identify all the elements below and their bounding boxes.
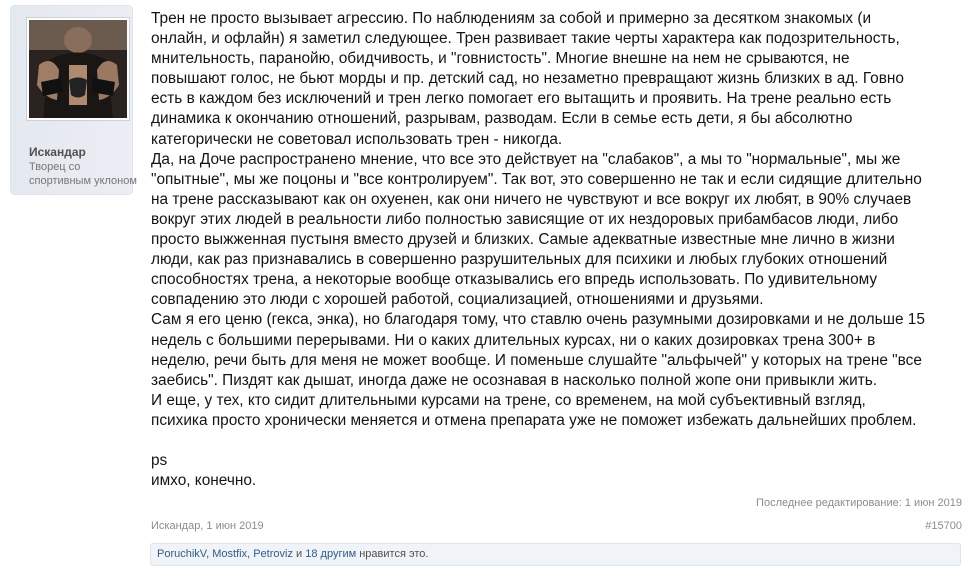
username[interactable]: Искандар bbox=[29, 145, 86, 159]
message-line: мнительность, паранойю, обидчивость, и "говнистость". Многие внешне на нем не срываются, не bbox=[151, 50, 850, 68]
message-line-imho: имхо, конечно. bbox=[151, 472, 257, 490]
post-number-link[interactable]: #15700 bbox=[925, 520, 962, 532]
message-line: вокруг этих людей в реальности либо полностью зависящие от их нездоровых прибамбасов люди, либо bbox=[151, 210, 899, 228]
last-edited-note: Последнее редактирование: 1 июн 2019 bbox=[756, 497, 962, 509]
likes-suffix-text: нравится это. bbox=[356, 548, 429, 560]
like-user-link[interactable]: Petroviz bbox=[253, 548, 293, 560]
message-line: совпадению это люди с хорошей работой, социализацией, отношениями и друзьями. bbox=[151, 291, 764, 309]
message-line: Да, на Доче распространено мнение, что все это действует на "слабаков", а мы то "нормальные", мы же bbox=[151, 150, 901, 168]
message-line: "опытные", мы же поцоны и "все контролируем". Так вот, это совершенно не так и если сидящие длительно bbox=[151, 170, 922, 188]
message-line: категорически не советовал использовать трен - никогда. bbox=[151, 130, 563, 148]
message-line: Сам я его ценю (гекса, энка), но благодаря тому, что ставлю очень разумными дозировками и не дольше 15 bbox=[151, 311, 925, 329]
post-author-date[interactable]: Искандар, 1 июн 2019 bbox=[151, 520, 264, 532]
message-line: неделю, речи быть для меня не может вообще. И поменьше слушайте "альфычей" у которых на трене "все bbox=[151, 351, 922, 369]
separator: , bbox=[247, 548, 254, 560]
message-line: повышают голос, не бьют морды и пр. детский сад, но незаметно превращают жизнь близких в ад. Говно bbox=[151, 70, 904, 88]
message-line: динамика к окончанию отношений, разрывам, разводам. Если в семье есть дети, я бы абсолютно bbox=[151, 110, 853, 128]
message-line-ps: ps bbox=[151, 452, 168, 470]
likes-others-link[interactable]: 18 другим bbox=[305, 548, 357, 560]
message-line: на трене рассказывают как он охуенен, как они ничего не чувствуют и все вокруг их любят, в 90% случаев bbox=[151, 190, 912, 208]
separator: , bbox=[206, 548, 213, 560]
likes-summary bbox=[150, 543, 961, 566]
message-line: Трен не просто вызывает агрессию. По наблюдениям за собой и примерно за десятком знакомых (и bbox=[151, 10, 872, 27]
user-sidebar bbox=[10, 5, 137, 195]
message-line: онлайн, и офлайн) я заметил следующее. Трен развивает такие черты характера как подозрительность, bbox=[151, 30, 900, 48]
message-line: просто выжженная пустыня вместо друзей и близких. Самые адекватные известные мне лично в жизни bbox=[151, 231, 895, 249]
message-line: недель с большими перерывами. Ни о каких длительных курсах, ни о каких дозировках трена 300+ в bbox=[151, 331, 876, 349]
like-user-link[interactable]: PoruchikV bbox=[157, 548, 207, 560]
avatar[interactable] bbox=[26, 17, 130, 121]
message-line: люди, как раз признавались в совершенно разрушительных для психики и любых глубоких отношений bbox=[151, 251, 888, 269]
message-line: психика просто хронически меняется и отмена препарата уже не поможет избежать дальнейших проблем. bbox=[151, 411, 917, 429]
like-user-link[interactable]: Mostfix bbox=[212, 548, 248, 560]
message-line: есть в каждом без исключений и трен легко помогает его вытащить и проявить. На трене реально есть bbox=[151, 90, 892, 108]
message-line: И еще, у тех, кто сидит длительными курсами на трене, со временем, на мой субъективный взгляд, bbox=[151, 391, 866, 409]
user-title: Творец со спортивным уклоном bbox=[29, 161, 137, 187]
paragraph-gap bbox=[151, 431, 973, 451]
avatar-image bbox=[29, 20, 127, 118]
message-line: способностях трена, а некоторые вообще отказывались его впредь использовать. По удивительному bbox=[151, 271, 878, 289]
message-line: заебись". Пиздят как дышат, иногда даже не осознавая в насколько полной жопе они привыкли жить. bbox=[151, 371, 878, 389]
message-body bbox=[151, 9, 973, 491]
likes-and-text: и bbox=[292, 548, 306, 560]
